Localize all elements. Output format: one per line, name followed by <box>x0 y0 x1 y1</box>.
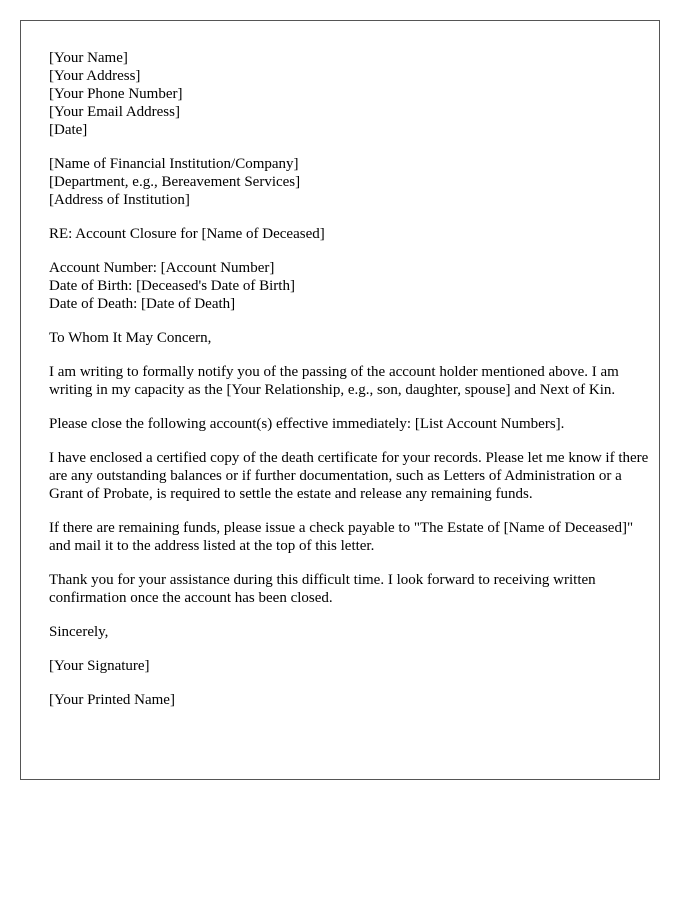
letter-page <box>20 20 660 780</box>
letter-body <box>49 49 649 725</box>
paragraph-close-request: Please close the following account(s) effective immediately: [List Account Numbers]. <box>49 416 565 432</box>
closing: Sincerely, <box>49 624 109 640</box>
recipient-address: [Address of Institution] <box>49 192 190 208</box>
date-of-birth: Date of Birth: [Deceased's Date of Birth] <box>49 278 295 294</box>
paragraph-thanks: Thank you for your assistance during this difficult time. I look forward to receiving written confirmation once the account has been closed. <box>49 572 596 606</box>
sender-email: [Your Email Address] <box>49 104 180 120</box>
recipient-institution: [Name of Financial Institution/Company] <box>49 156 299 172</box>
sender-address: [Your Address] <box>49 68 141 84</box>
paragraph-enclosure: I have enclosed a certified copy of the death certificate for your records. Please let me know if there are any outstanding balances or if further documentation, such as Letters of Administration or a Grant of Probate, is required to settle the estate and release any remaining funds. <box>49 450 649 502</box>
sender-name: [Your Name] <box>49 50 128 66</box>
letter-date: [Date] <box>49 122 88 138</box>
paragraph-notification: I am writing to formally notify you of the passing of the account holder mentioned above. I am writing in my capacity as the [Your Relationship, e.g., son, daughter, spouse] and Next of Kin. <box>49 364 619 398</box>
subject-text: RE: Account Closure for [Name of Deceased] <box>49 226 325 242</box>
recipient-block <box>49 155 649 209</box>
printed-name: [Your Printed Name] <box>49 692 175 708</box>
salutation: To Whom It May Concern, <box>49 330 212 346</box>
signature: [Your Signature] <box>49 658 150 674</box>
recipient-department: [Department, e.g., Bereavement Services] <box>49 174 301 190</box>
paragraph-remaining-funds: If there are remaining funds, please issue a check payable to "The Estate of [Name of Deceased]" and mail it to the address listed at the top of this letter. <box>49 520 634 554</box>
sender-phone: [Your Phone Number] <box>49 86 183 102</box>
account-info-block <box>49 259 649 313</box>
date-of-death: Date of Death: [Date of Death] <box>49 296 236 312</box>
sender-block <box>49 49 649 139</box>
subject-line <box>49 225 649 243</box>
account-number: Account Number: [Account Number] <box>49 260 275 276</box>
